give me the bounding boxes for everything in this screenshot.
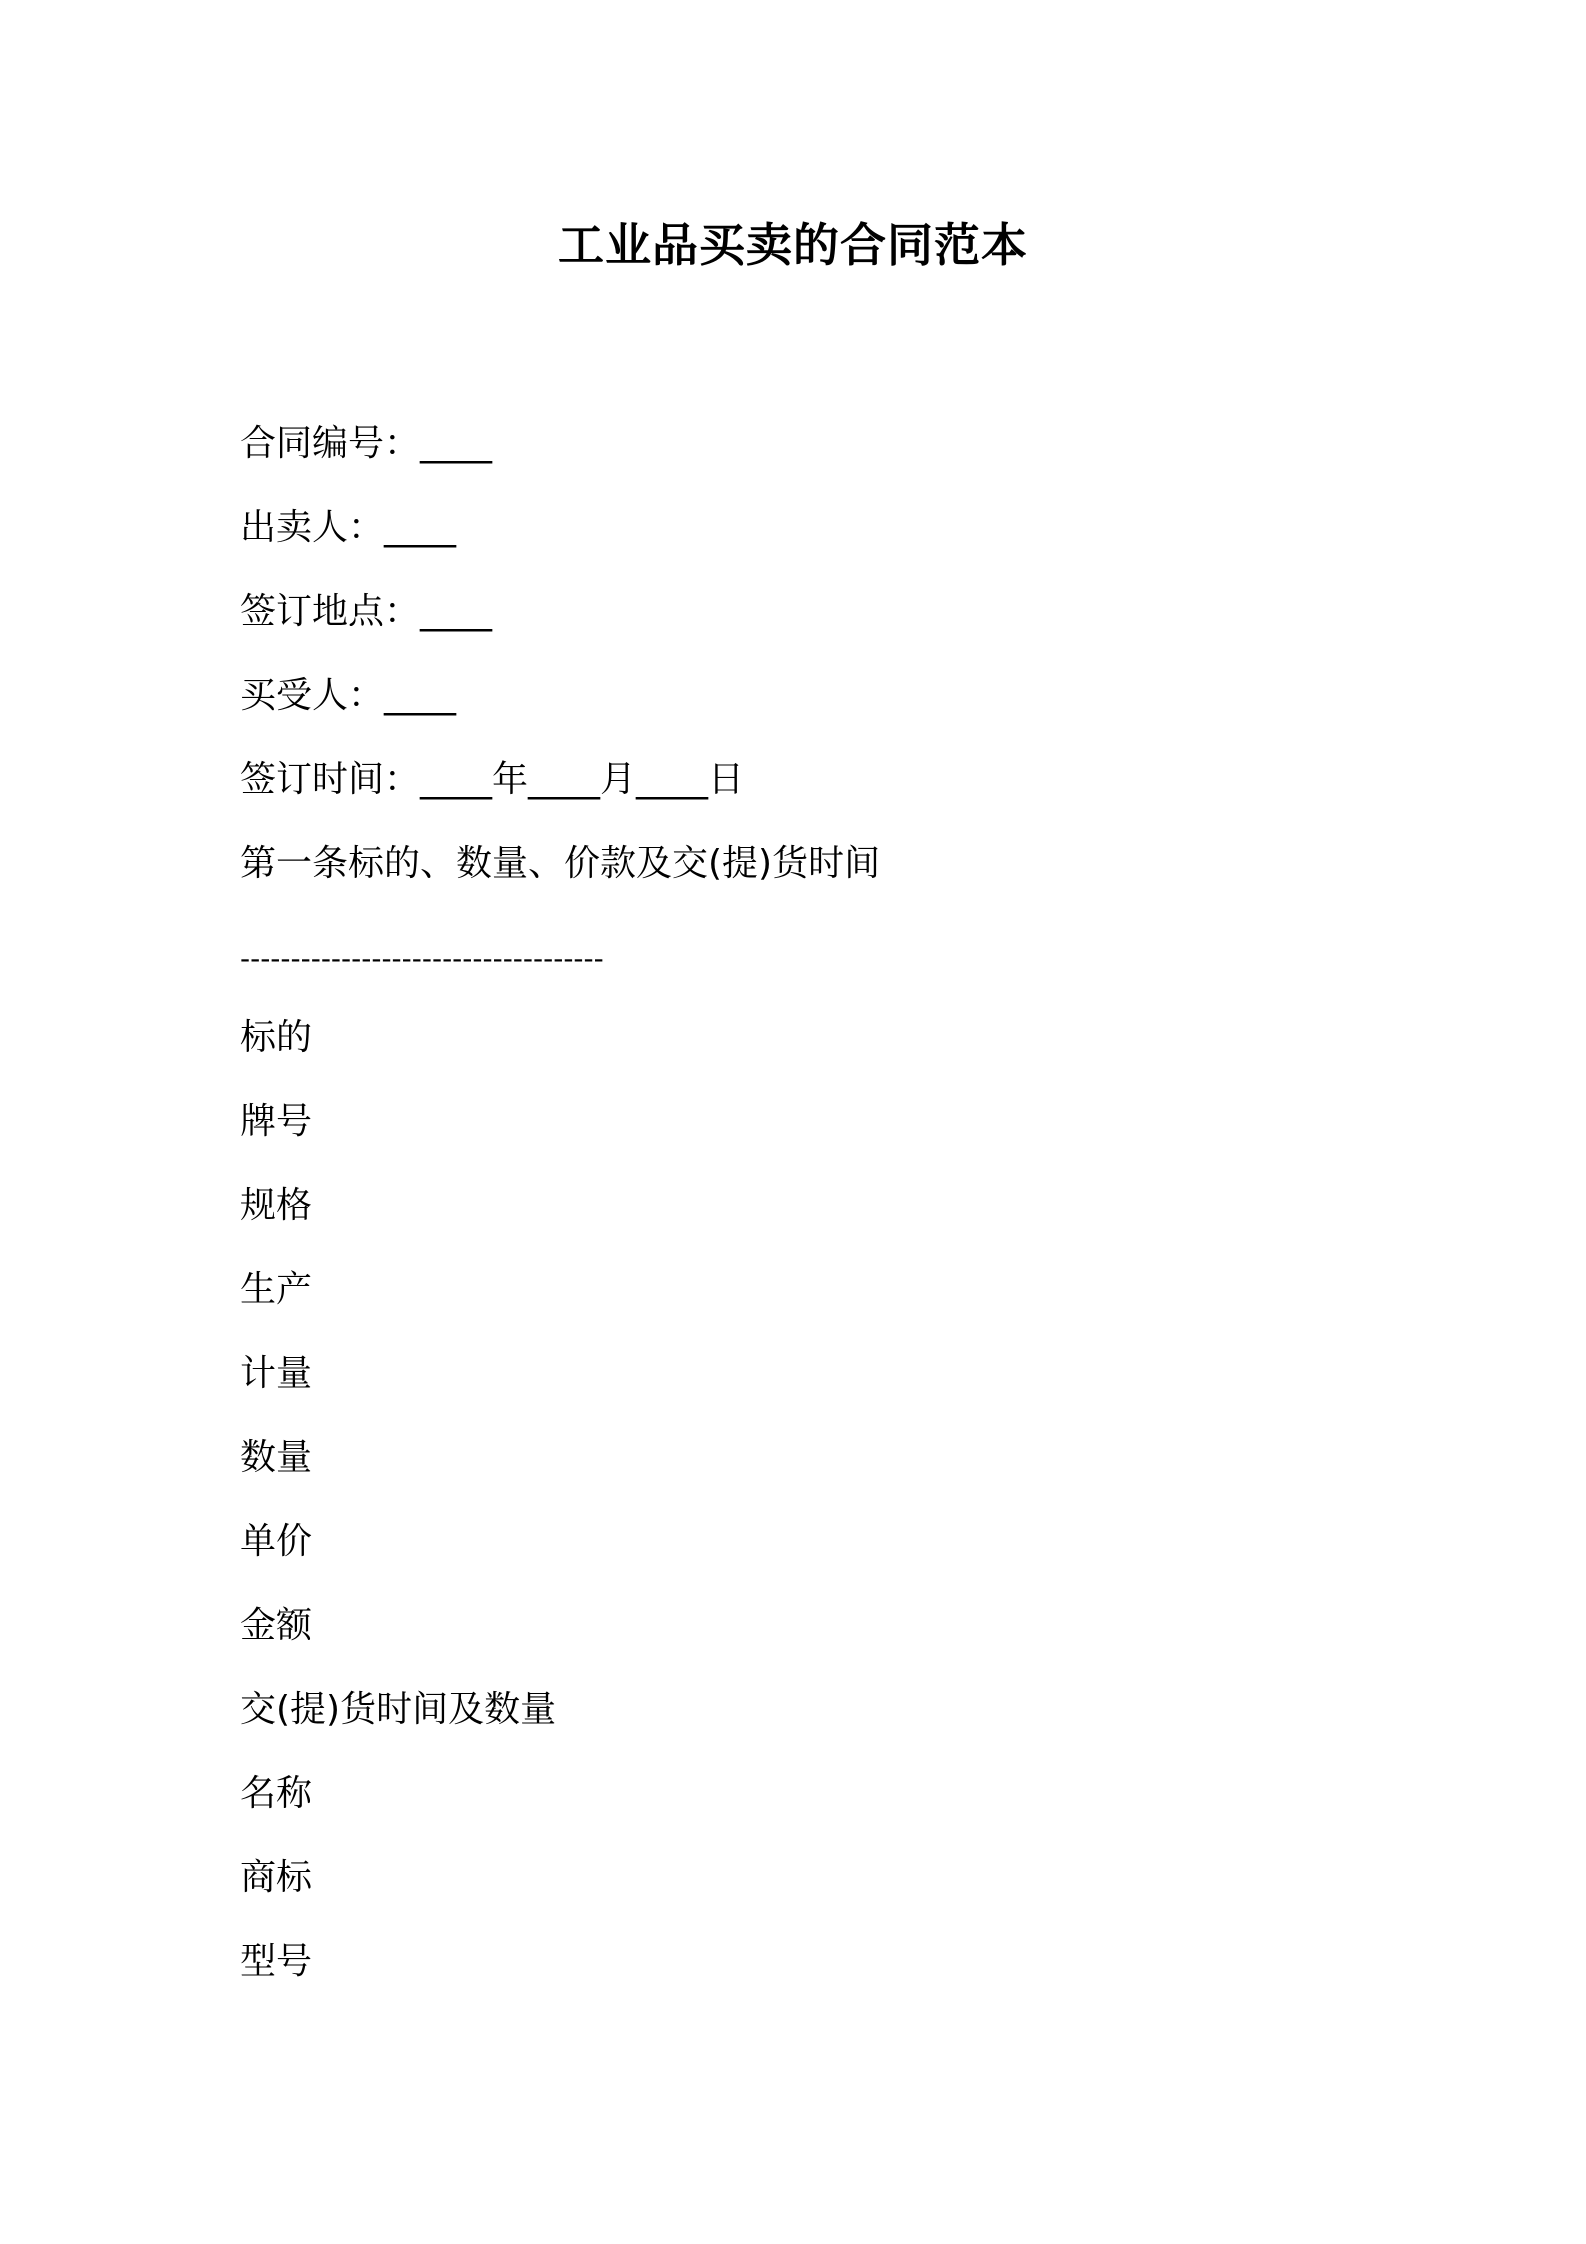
field-amount: 金额 — [240, 1605, 313, 1646]
field-brand-number: 牌号 — [240, 1101, 313, 1142]
field-production: 生产 — [240, 1269, 313, 1310]
field-delivery-time-quantity: 交(提)货时间及数量 — [240, 1689, 557, 1730]
field-specification: 规格 — [240, 1185, 313, 1226]
dashed-divider: ------------------------------------ — [240, 942, 604, 975]
article-one-heading: 第一条标的、数量、价款及交(提)货时间 — [240, 843, 881, 884]
field-subject: 标的 — [240, 1017, 313, 1058]
field-name: 名称 — [240, 1773, 313, 1814]
buyer-line: 买受人：____ — [240, 675, 457, 716]
signing-place-line: 签订地点：____ — [240, 591, 493, 632]
field-trademark: 商标 — [240, 1857, 313, 1898]
field-unit-price: 单价 — [240, 1521, 313, 1562]
field-model: 型号 — [240, 1941, 313, 1982]
contract-number-line: 合同编号：____ — [240, 423, 493, 464]
field-quantity: 数量 — [240, 1437, 313, 1478]
seller-line: 出卖人：____ — [240, 507, 457, 548]
signing-date-line: 签订时间：____年____月____日 — [240, 759, 745, 800]
field-measurement: 计量 — [240, 1353, 313, 1394]
document-title: 工业品买卖的合同范本 — [558, 218, 1028, 272]
document-body — [240, 402, 1340, 2004]
